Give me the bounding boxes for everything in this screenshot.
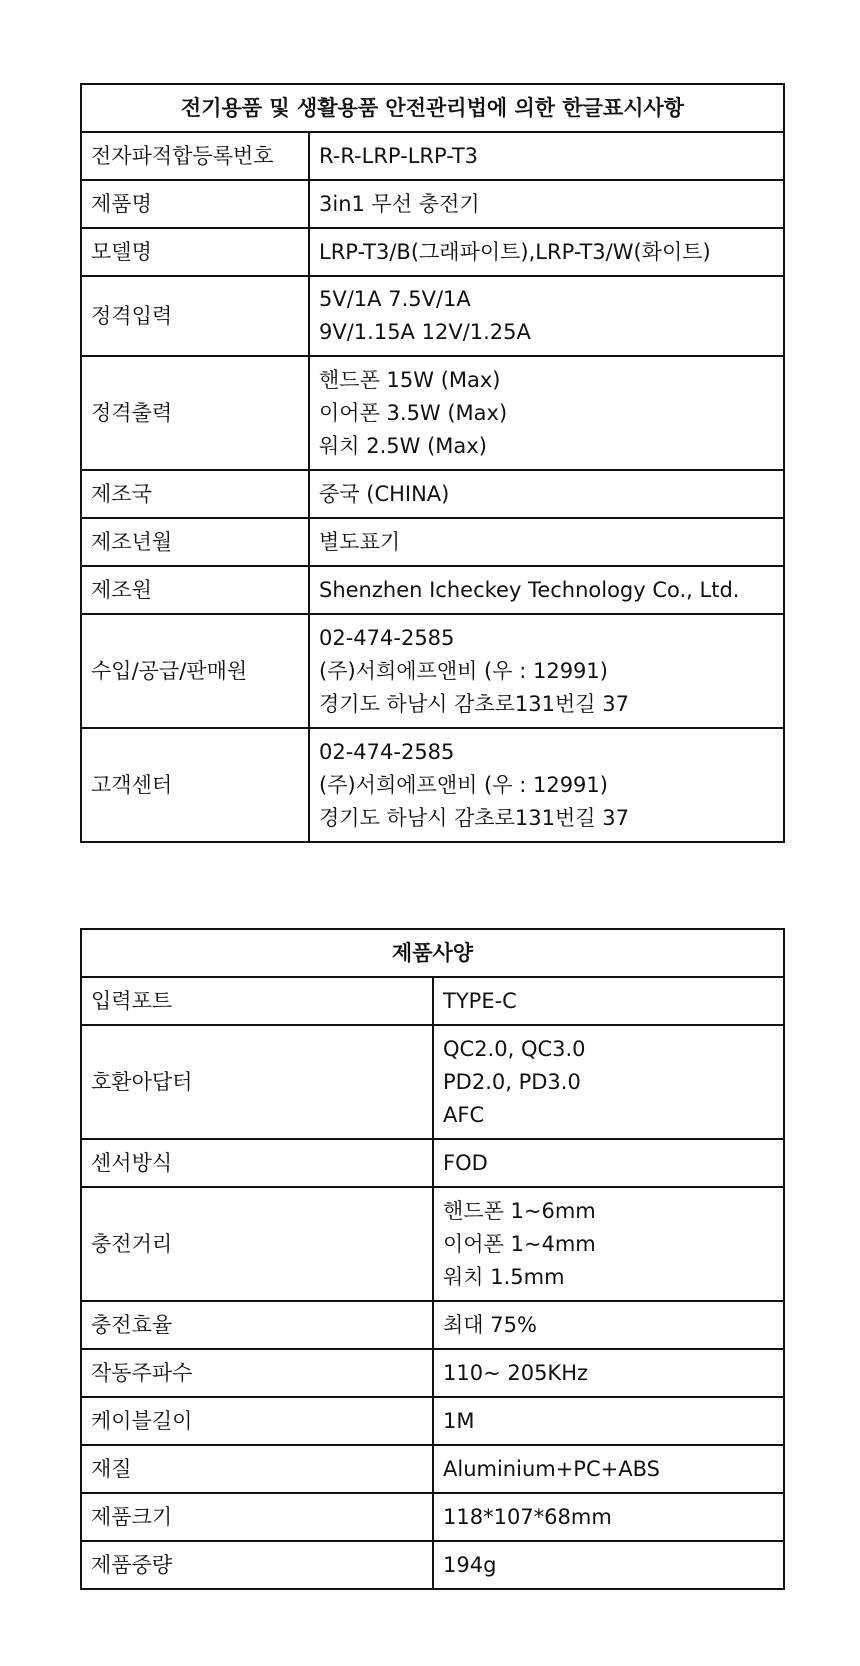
- row-label: 호환아답터: [81, 1025, 433, 1139]
- spec-table-title: 제품사양: [81, 929, 784, 977]
- row-label: 충전효율: [81, 1301, 433, 1349]
- row-label: 제조년월: [81, 518, 309, 566]
- row-value: 핸드폰 1~6mm 이어폰 1~4mm 워치 1.5mm: [433, 1187, 784, 1301]
- table-row: [81, 1541, 784, 1589]
- table-row: [81, 1349, 784, 1397]
- row-value: LRP-T3/B(그래파이트),LRP-T3/W(화이트): [309, 228, 784, 276]
- row-value: QC2.0, QC3.0 PD2.0, PD3.0 AFC: [433, 1025, 784, 1139]
- table-row: [81, 977, 784, 1025]
- row-value: 별도표기: [309, 518, 784, 566]
- table-row: [81, 1187, 784, 1301]
- table-row: [81, 1493, 784, 1541]
- row-label: 모델명: [81, 228, 309, 276]
- table-row: [81, 614, 784, 728]
- row-value: 02-474-2585 (주)서희에프앤비 (우 : 12991) 경기도 하남시 감초로131번길 37: [309, 728, 784, 842]
- row-value: FOD: [433, 1139, 784, 1187]
- row-label: 충전거리: [81, 1187, 433, 1301]
- row-value: 최대 75%: [433, 1301, 784, 1349]
- row-label: 재질: [81, 1445, 433, 1493]
- row-label: 입력포트: [81, 977, 433, 1025]
- row-value: 5V/1A 7.5V/1A 9V/1.15A 12V/1.25A: [309, 276, 784, 356]
- row-label: 제품중량: [81, 1541, 433, 1589]
- row-value: 핸드폰 15W (Max) 이어폰 3.5W (Max) 워치 2.5W (Max): [309, 356, 784, 470]
- row-value: 중국 (CHINA): [309, 470, 784, 518]
- row-label: 정격입력: [81, 276, 309, 356]
- table-row: [81, 1397, 784, 1445]
- row-value: R-R-LRP-LRP-T3: [309, 132, 784, 180]
- row-value: Shenzhen Icheckey Technology Co., Ltd.: [309, 566, 784, 614]
- row-label: 제품크기: [81, 1493, 433, 1541]
- row-label: 센서방식: [81, 1139, 433, 1187]
- row-label: 제품명: [81, 180, 309, 228]
- row-value: 1M: [433, 1397, 784, 1445]
- table-row: [81, 518, 784, 566]
- row-value: TYPE-C: [433, 977, 784, 1025]
- row-value: 3in1 무선 충전기: [309, 180, 784, 228]
- table-row: [81, 566, 784, 614]
- row-value: 02-474-2585 (주)서희에프앤비 (우 : 12991) 경기도 하남시 감초로131번길 37: [309, 614, 784, 728]
- table-row: [81, 470, 784, 518]
- table-row: [81, 1025, 784, 1139]
- table-row: [81, 1301, 784, 1349]
- row-label: 작동주파수: [81, 1349, 433, 1397]
- product-spec-table: [80, 928, 785, 1590]
- row-value: 118*107*68mm: [433, 1493, 784, 1541]
- row-label: 수입/공급/판매원: [81, 614, 309, 728]
- table-row: [81, 728, 784, 842]
- table-row: [81, 1445, 784, 1493]
- row-label: 정격출력: [81, 356, 309, 470]
- table-row: [81, 228, 784, 276]
- table-row: [81, 276, 784, 356]
- row-value: 110~ 205KHz: [433, 1349, 784, 1397]
- row-label: 고객센터: [81, 728, 309, 842]
- table-row: [81, 1139, 784, 1187]
- row-label: 제조원: [81, 566, 309, 614]
- table-row: [81, 132, 784, 180]
- table-title-row: [81, 929, 784, 977]
- safety-table-title: 전기용품 및 생활용품 안전관리법에 의한 한글표시사항: [81, 84, 784, 132]
- row-value: Aluminium+PC+ABS: [433, 1445, 784, 1493]
- table-title-row: [81, 84, 784, 132]
- row-label: 전자파적합등록번호: [81, 132, 309, 180]
- table-row: [81, 180, 784, 228]
- row-value: 194g: [433, 1541, 784, 1589]
- row-label: 제조국: [81, 470, 309, 518]
- row-label: 케이블길이: [81, 1397, 433, 1445]
- safety-label-table: [80, 83, 785, 843]
- table-row: [81, 356, 784, 470]
